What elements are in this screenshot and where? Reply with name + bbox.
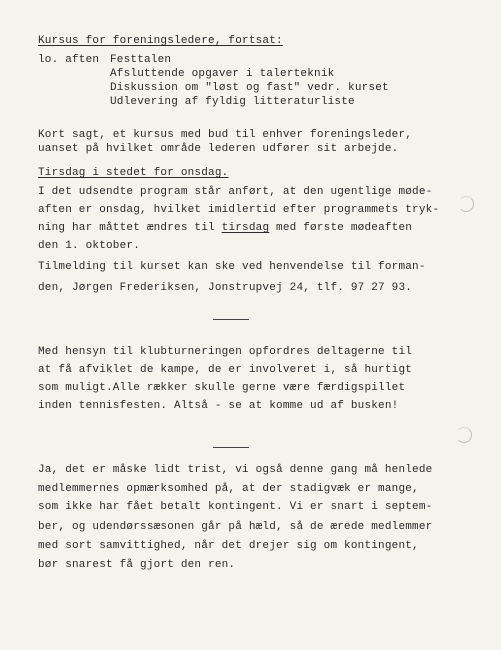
section-divider: [213, 447, 249, 448]
tirsdag-line: den 1. oktober.: [38, 240, 141, 252]
tirsdag-emphasis: tirsdag: [221, 222, 270, 234]
kursus-item: Afsluttende opgaver i talerteknik: [110, 68, 335, 80]
punch-hole-mark: [458, 196, 474, 212]
tirsdag-line: den, Jørgen Frederiksen, Jonstrupvej 24, tlf. 97 27 93.: [38, 282, 413, 294]
kursus-item: Festtalen: [110, 54, 172, 66]
kursus-item: Diskussion om "løst og fast" vedr. kurset: [110, 82, 389, 94]
kontingent-line: som ikke har fået betalt kontingent. Vi er snart i septem-: [38, 501, 433, 513]
kontingent-line: Ja, det er måske lidt trist, vi også denne gang må henlede: [38, 464, 433, 476]
tirsdag-line: aften er onsdag, hvilket imidlertid efter programmets tryk-: [38, 204, 440, 216]
kursus-item: Udlevering af fyldig litteraturliste: [110, 96, 355, 108]
klub-line: inden tennisfesten. Altså - se at komme ud af busken!: [38, 400, 399, 412]
tirsdag-line: I det udsendte program står anført, at den ugentlige møde-: [38, 186, 433, 198]
kontingent-line: med sort samvittighed, når det drejer sig om kontingent,: [38, 540, 419, 552]
section-divider: [213, 319, 249, 320]
kontingent-line: medlemmernes opmærksomhed på, at der stadigvæk er mange,: [38, 483, 419, 495]
kontingent-line: ber, og udendørssæsonen går på hæld, så de ærede medlemmer: [38, 521, 433, 533]
tirsdag-line-part: med første mødeaften: [269, 222, 413, 234]
tirsdag-heading: Tirsdag i stedet for onsdag.: [38, 167, 229, 179]
tirsdag-line: Tilmelding til kurset kan ske ved henvendelse til forman-: [38, 261, 426, 273]
aften-label: lo. aften: [38, 54, 100, 66]
tirsdag-line-with-emphasis: [38, 221, 412, 235]
tirsdag-line-part: ning har måttet ændres til: [38, 222, 222, 234]
kursus-heading: Kursus for foreningsledere, fortsat:: [38, 35, 283, 47]
summary-line: Kort sagt, et kursus med bud til enhver foreningsleder,: [38, 129, 413, 141]
punch-hole-mark: [456, 427, 472, 443]
klub-line: at få afviklet de kampe, de er involveret i, så hurtigt: [38, 364, 413, 376]
summary-line: uanset på hvilket område lederen udfører sit arbejde.: [38, 143, 399, 155]
kontingent-line: bør snarest få gjort den ren.: [38, 559, 236, 571]
klub-line: Med hensyn til klubturneringen opfordres deltagerne til: [38, 346, 413, 358]
klub-line: som muligt.Alle rækker skulle gerne være færdigspillet: [38, 382, 406, 394]
